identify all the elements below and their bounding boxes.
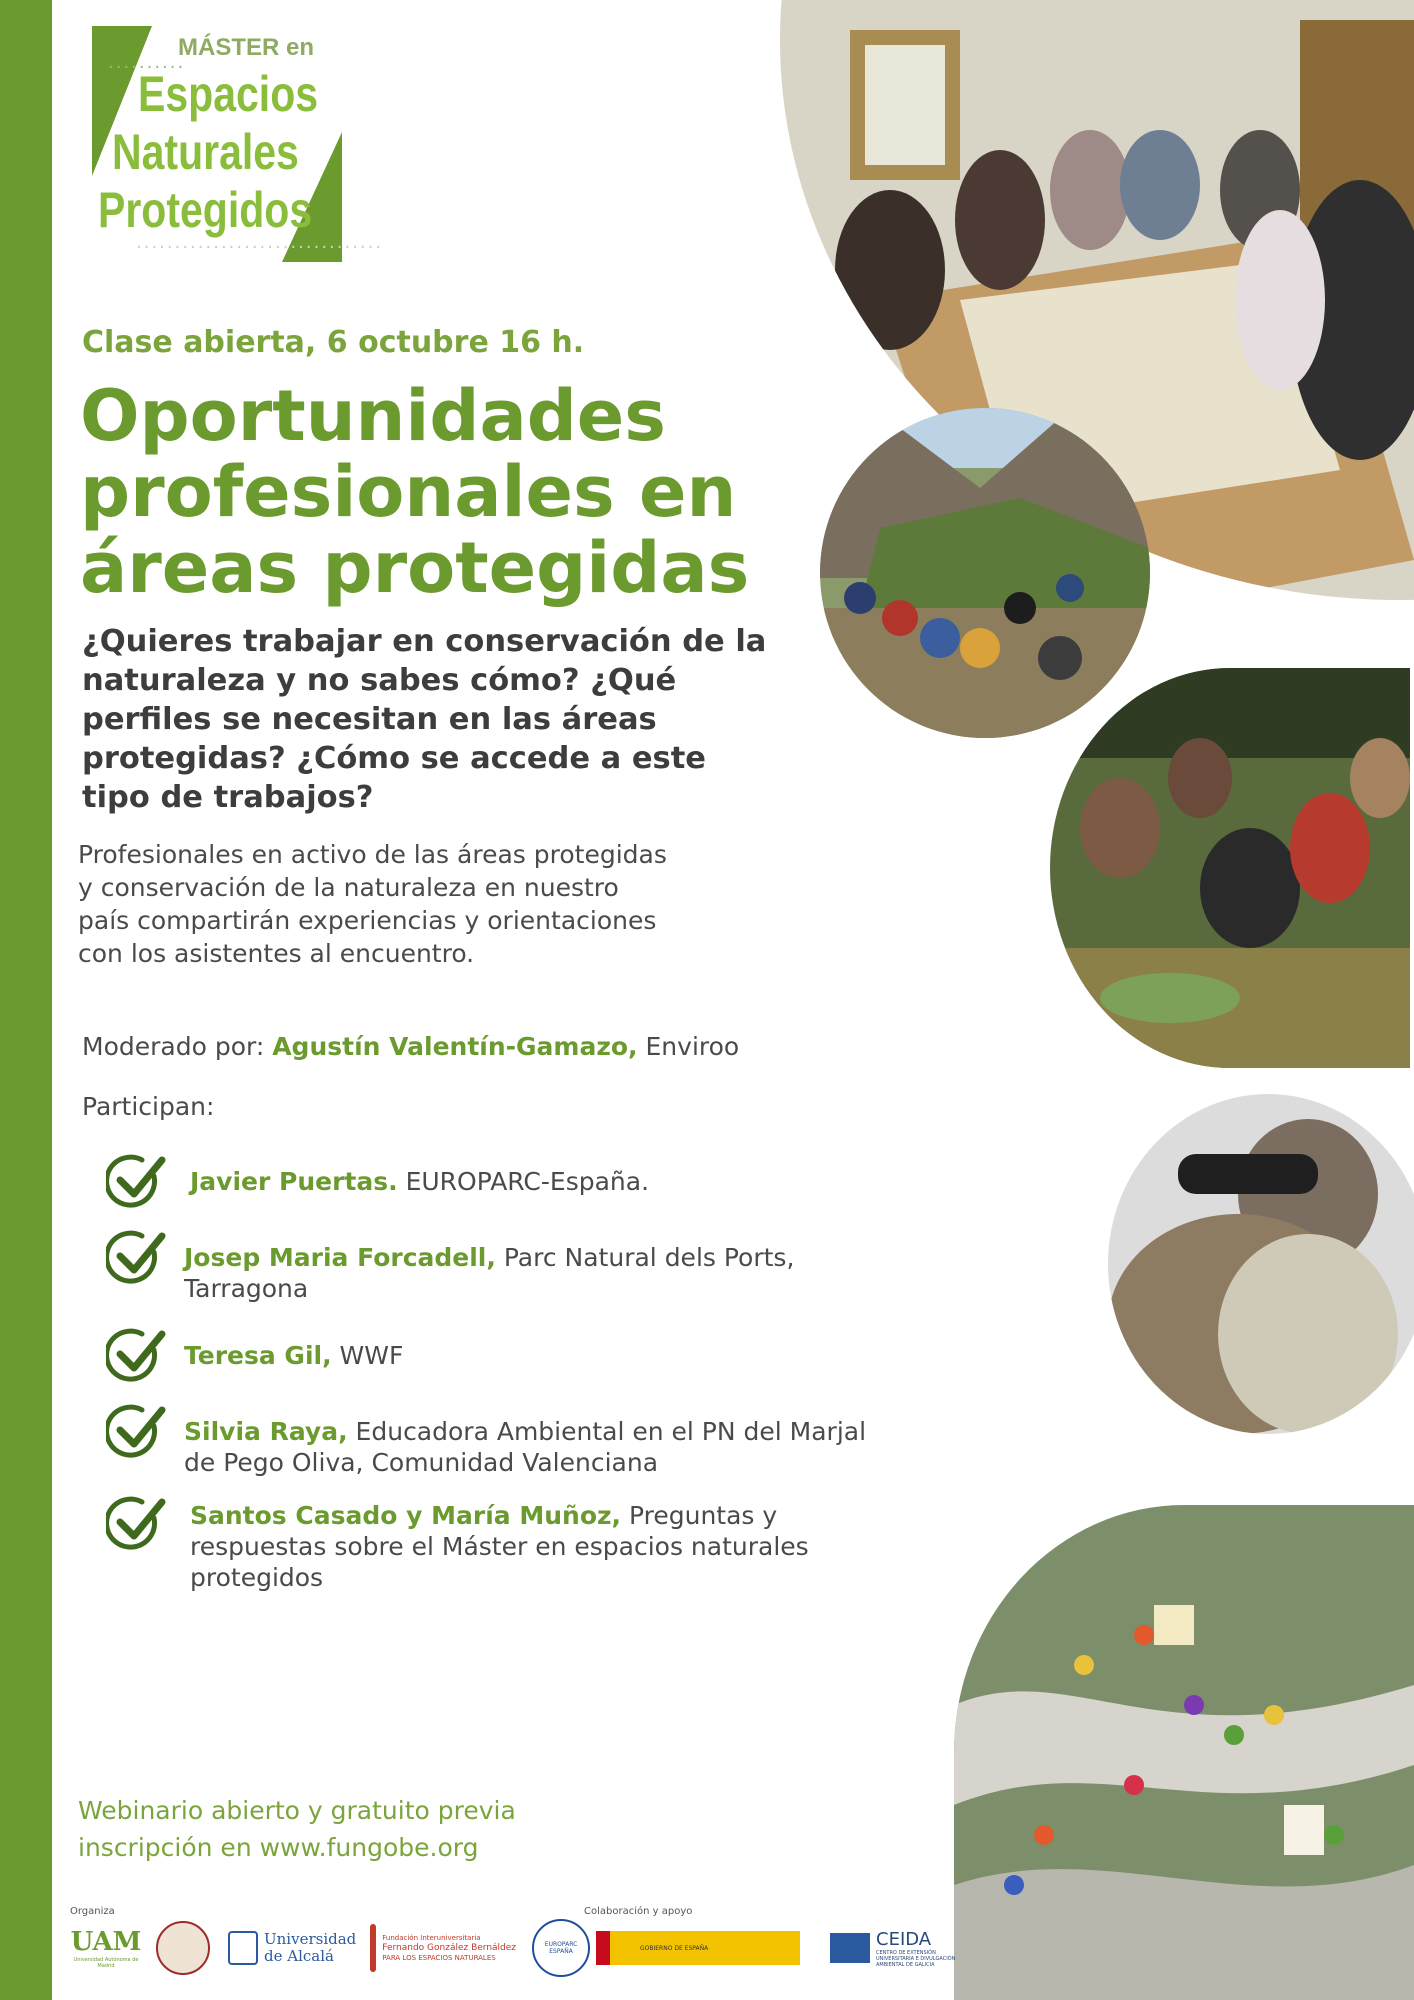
moderator-label: Moderado por: xyxy=(82,1032,273,1061)
gobierno-logo xyxy=(596,1931,800,1965)
logo-dots-top: .......... xyxy=(108,52,186,73)
map-photo xyxy=(954,1505,1414,2000)
fgb-logo-line: Fernando González Bernáldez xyxy=(382,1943,517,1953)
colaboracion-label: Colaboración y apoyo xyxy=(584,1906,693,1917)
participant-org: Parc Natural dels Ports, xyxy=(495,1243,795,1272)
logo-dots-bottom: ................................ xyxy=(136,232,384,253)
moderator-name: Agustín Valentín-Gamazo, xyxy=(272,1032,638,1061)
participant-org-line2: respuestas sobre el Máster en espacios naturales xyxy=(190,1532,809,1561)
participant-org-line2: Tarragona xyxy=(184,1274,309,1303)
participant-org-line3: protegidos xyxy=(190,1563,324,1592)
participant-org-line2: de Pego Oliva, Comunidad Valenciana xyxy=(184,1448,659,1477)
title-line: áreas protegidas xyxy=(80,527,750,609)
webinar-info xyxy=(78,1792,516,1866)
organizer-logos xyxy=(70,1918,590,1978)
participant-text xyxy=(190,1500,950,1593)
participant-text xyxy=(184,1242,944,1304)
ceida-logo xyxy=(830,1929,966,1968)
title-line: profesionales en xyxy=(80,451,737,533)
participant-text xyxy=(184,1340,944,1371)
page-title xyxy=(80,375,820,609)
question-line: perfiles se necesitan en las áreas xyxy=(82,702,657,737)
description-line: y conservación de la naturaleza en nuestro xyxy=(78,873,619,902)
participant-name: Javier Puertas. xyxy=(190,1167,398,1196)
alcala-logo-line: de Alcalá xyxy=(264,1947,334,1965)
description-line: Profesionales en activo de las áreas protegidas xyxy=(78,840,667,869)
ceida-logo-sub: CENTRO DE EXTENSIÓN UNIVERSITARIA E DIVULGACIÓN AMBIENTAL DE GALICIA xyxy=(876,1949,956,1968)
gobierno-logo-text: GOBIERNO DE ESPAÑA xyxy=(640,1944,709,1952)
question-line: ¿Quieres trabajar en conservación de la xyxy=(82,624,767,659)
questions-block xyxy=(82,622,822,817)
participants-label: Participan: xyxy=(82,1092,215,1121)
participant-org: Preguntas y xyxy=(621,1501,778,1530)
check-circle-icon xyxy=(106,1152,166,1212)
university-seal-icon xyxy=(156,1921,210,1975)
moderator-line xyxy=(82,1032,739,1061)
forest-group-photo xyxy=(1050,668,1410,1068)
alcala-logo xyxy=(228,1931,356,1965)
event-date: Clase abierta, 6 octubre 16 h. xyxy=(82,325,585,360)
check-circle-icon xyxy=(106,1326,166,1386)
participant-org: WWF xyxy=(331,1341,404,1370)
collaborator-logos xyxy=(596,1918,966,1978)
moderator-org: Enviroo xyxy=(637,1032,740,1061)
logo-master-label: MÁSTER en xyxy=(178,34,315,61)
logo-word-naturales: Naturales xyxy=(112,124,299,180)
uam-logo-text: UAM xyxy=(70,1927,142,1957)
participant-name: Silvia Raya, xyxy=(184,1417,348,1446)
binoculars-photo xyxy=(1108,1094,1414,1434)
description-line: con los asistentes al encuentro. xyxy=(78,939,475,968)
hiking-group-photo xyxy=(820,408,1150,738)
fgb-mark-icon xyxy=(370,1924,376,1972)
description-line: país compartirán experiencias y orientaciones xyxy=(78,906,657,935)
alcala-crest-icon xyxy=(228,1931,258,1965)
uam-logo-sub: Universidad Autónoma de Madrid xyxy=(73,1957,139,1969)
logo-word-espacios: Espacios xyxy=(138,66,319,122)
left-accent-bar xyxy=(0,0,52,2000)
check-circle-icon xyxy=(106,1228,166,1288)
description-block xyxy=(78,838,798,970)
participant-name: Teresa Gil, xyxy=(184,1341,332,1370)
check-circle-icon xyxy=(106,1494,166,1554)
alcala-logo-line: Universidad xyxy=(264,1930,357,1948)
webinar-line: inscripción en www.fungobe.org xyxy=(78,1833,479,1862)
master-logo xyxy=(90,22,384,272)
fgb-logo-line: Fundación Interuniversitaria xyxy=(382,1934,481,1942)
title-line: Oportunidades xyxy=(80,375,666,457)
organiza-label: Organiza xyxy=(70,1906,115,1917)
fgb-logo xyxy=(370,1924,516,1972)
participant-text xyxy=(184,1416,944,1478)
uam-logo xyxy=(70,1927,142,1969)
fgb-logo-line: PARA LOS ESPACIOS NATURALES xyxy=(382,1954,496,1962)
ceida-logo-text: CEIDA xyxy=(876,1928,932,1950)
participant-text xyxy=(190,1166,950,1197)
europarc-logo: EUROPARC ESPAÑA xyxy=(532,1919,590,1977)
question-line: protegidas? ¿Cómo se accede a este xyxy=(82,741,706,776)
logo-word-protegidos: Protegidos xyxy=(98,182,313,238)
participant-name: Santos Casado y María Muñoz, xyxy=(190,1501,622,1530)
question-line: tipo de trabajos? xyxy=(82,780,374,815)
participant-name: Josep Maria Forcadell, xyxy=(184,1243,496,1272)
webinar-line: Webinario abierto y gratuito previa xyxy=(78,1796,516,1825)
question-line: naturaleza y no sabes cómo? ¿Qué xyxy=(82,663,677,698)
ceida-mark-icon xyxy=(830,1933,870,1963)
participant-org: Educadora Ambiental en el PN del Marjal xyxy=(347,1417,867,1446)
check-circle-icon xyxy=(106,1402,166,1462)
participant-org: EUROPARC-España. xyxy=(397,1167,650,1196)
